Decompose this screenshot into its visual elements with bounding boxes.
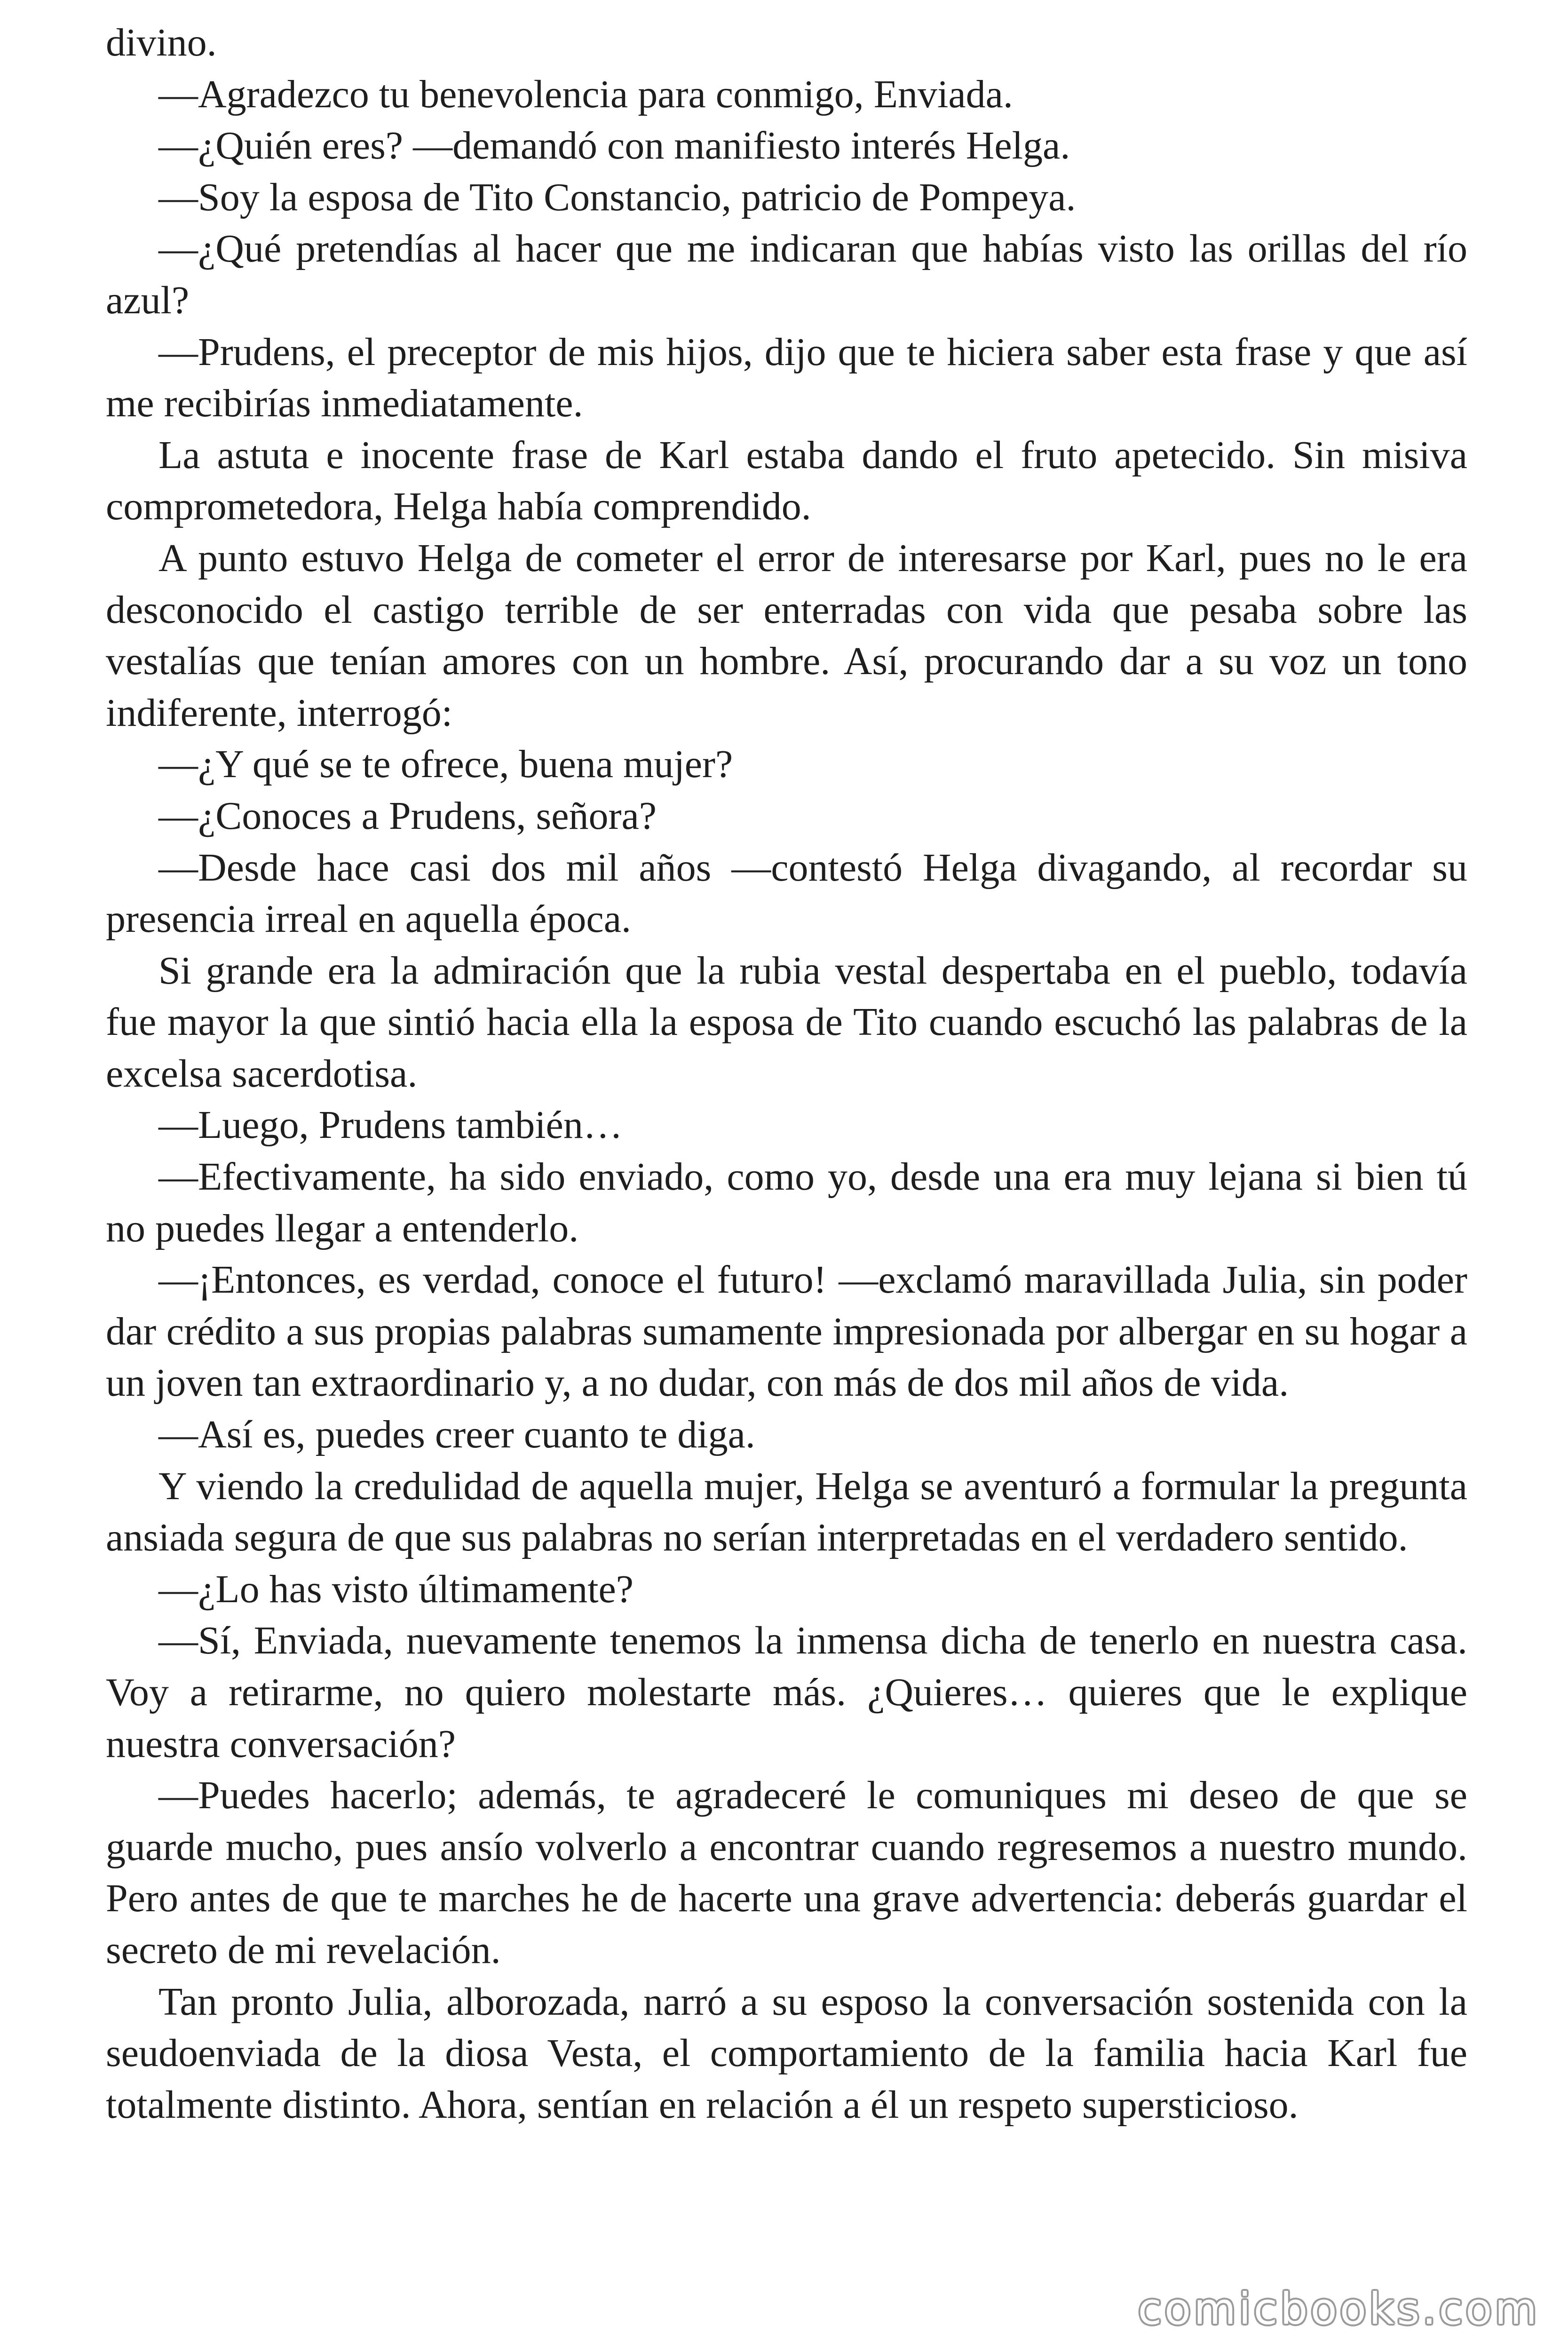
paragraph: La astuta e inocente frase de Karl estaba dando el fruto apetecido. Sin misiva comprometedora, Helga había comprendido. [106, 433, 1467, 529]
paragraph: divino. [106, 21, 217, 64]
paragraph: —¡Entonces, es verdad, conoce el futuro! —exclamó maravillada Julia, sin poder dar crédito a sus propias palabras sumamente impresionada por albergar en su hogar a un joven tan extraordinario y, a no dudar, con más de dos mil años de vida. [106, 1258, 1467, 1405]
paragraph: —Puedes hacerlo; además, te agradeceré le comuniques mi deseo de que se guarde mucho, pues ansío volverlo a encontrar cuando regresemos a nuestro mundo. Pero antes de que te marches he de hacerte una grave advertencia: deberás guardar el secreto de mi revelación. [106, 1773, 1467, 1972]
paragraph: —Sí, Enviada, nuevamente tenemos la inmensa dicha de tenerlo en nuestra casa. Voy a retirarme, no quiero molestarte más. ¿Quieres… quieres que le explique nuestra conversación? [106, 1619, 1467, 1766]
paragraph: —Efectivamente, ha sido enviado, como yo, desde una era muy lejana si bien tú no puedes llegar a entenderlo. [106, 1155, 1467, 1250]
paragraph: —¿Conoces a Prudens, señora? [158, 794, 657, 838]
paragraph: Y viendo la credulidad de aquella mujer, Helga se aventuró a formular la pregunta ansiada segura de que sus palabras no serían interpretadas en el verdadero sentido. [106, 1464, 1467, 1560]
paragraph: A punto estuvo Helga de cometer el error de interesarse por Karl, pues no le era desconocido el castigo terrible de ser enterradas con vida que pesaba sobre las vestalías que tenían amores con un hombre. Así, procurando dar a su voz un tono indiferente, interrogó: [106, 536, 1467, 735]
paragraph: —Desde hace casi dos mil años —contestó Helga divagando, al recordar su presencia irreal en aquella época. [106, 845, 1467, 941]
page-body-text [106, 17, 1467, 2130]
paragraph: —Prudens, el preceptor de mis hijos, dijo que te hiciera saber esta frase y que así me recibirías inmediatamente. [106, 330, 1467, 426]
paragraph: —¿Lo has visto últimamente? [158, 1567, 634, 1611]
paragraph: Si grande era la admiración que la rubia vestal despertaba en el pueblo, todavía fue mayor la que sintió hacia ella la esposa de Tito cuando escuchó las palabras de la excelsa sacerdotisa. [106, 948, 1467, 1096]
paragraph: —Agradezco tu benevolencia para conmigo, Enviada. [158, 72, 1013, 116]
watermark: comicbooks.com [1138, 2284, 1540, 2334]
paragraph: —¿Quién eres? —demandó con manifiesto interés Helga. [158, 124, 1070, 168]
paragraph: —Luego, Prudens también… [158, 1103, 623, 1147]
paragraph: Tan pronto Julia, alborozada, narró a su esposo la conversación sostenida con la seudoenviada de la diosa Vesta, el comportamiento de la familia hacia Karl fue totalmente distinto. Ahora, sentían en relación a él un respeto supersticioso. [106, 1979, 1467, 2127]
paragraph: —Así es, puedes creer cuanto te diga. [158, 1413, 755, 1457]
paragraph: —¿Y qué se te ofrece, buena mujer? [158, 742, 733, 787]
paragraph: —Soy la esposa de Tito Constancio, patricio de Pompeya. [158, 175, 1076, 219]
paragraph: —¿Qué pretendías al hacer que me indicaran que habías visto las orillas del río azul? [106, 227, 1467, 322]
